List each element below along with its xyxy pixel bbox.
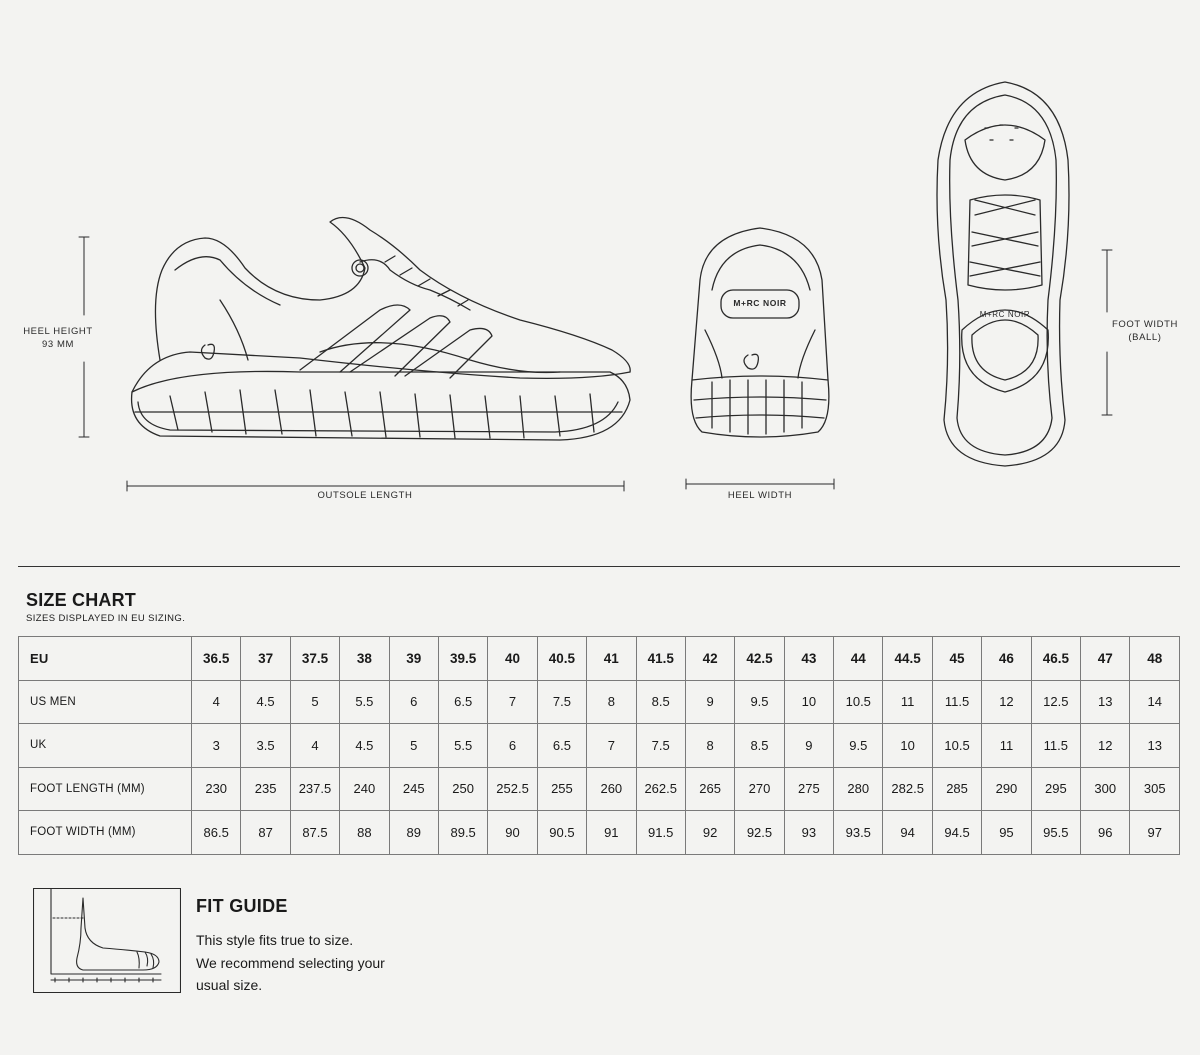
- table-cell: 8.5: [636, 680, 685, 724]
- table-cell: 10.5: [834, 680, 883, 724]
- table-cell: 38: [340, 637, 389, 681]
- table-cell: 39: [389, 637, 438, 681]
- heel-brand-text: M+RC NOIR: [733, 298, 787, 308]
- table-row: [19, 680, 1180, 724]
- table-cell: 5: [389, 724, 438, 768]
- table-cell: 3.5: [241, 724, 290, 768]
- table-cell: 44: [834, 637, 883, 681]
- table-cell: 4.5: [340, 724, 389, 768]
- table-cell: 250: [438, 767, 487, 811]
- table-cell: 95.5: [1031, 811, 1080, 855]
- size-chart-table: [18, 636, 1180, 855]
- table-cell: 8: [587, 680, 636, 724]
- table-cell: 4.5: [241, 680, 290, 724]
- table-cell: 41.5: [636, 637, 685, 681]
- table-cell: 90: [488, 811, 537, 855]
- table-cell: 6: [389, 680, 438, 724]
- table-cell: 6.5: [537, 724, 586, 768]
- table-cell: 88: [340, 811, 389, 855]
- table-cell: 270: [735, 767, 784, 811]
- table-cell: 45: [932, 637, 981, 681]
- table-cell: 10: [784, 680, 833, 724]
- row-label: FOOT WIDTH (MM): [19, 811, 192, 855]
- table-cell: 90.5: [537, 811, 586, 855]
- table-cell: 265: [685, 767, 734, 811]
- table-cell: 235: [241, 767, 290, 811]
- table-cell: 8.5: [735, 724, 784, 768]
- heel-height-label: [16, 325, 100, 351]
- table-cell: 5: [290, 680, 339, 724]
- section-divider: [18, 566, 1180, 567]
- fit-guide-line: We recommend selecting your: [196, 954, 385, 971]
- table-row: [19, 767, 1180, 811]
- table-cell: 89.5: [438, 811, 487, 855]
- table-cell: 93.5: [834, 811, 883, 855]
- table-cell: 97: [1130, 811, 1180, 855]
- table-cell: 43: [784, 637, 833, 681]
- table-cell: 11.5: [932, 680, 981, 724]
- table-cell: 94.5: [932, 811, 981, 855]
- table-cell: 42: [685, 637, 734, 681]
- table-cell: 280: [834, 767, 883, 811]
- table-row: [19, 637, 1180, 681]
- table-cell: 240: [340, 767, 389, 811]
- table-cell: 3: [192, 724, 241, 768]
- fit-guide-text: [196, 929, 436, 997]
- fit-guide-line: This style fits true to size.: [196, 932, 354, 948]
- table-cell: 13: [1081, 680, 1130, 724]
- table-cell: 9.5: [834, 724, 883, 768]
- table-cell: 7.5: [537, 680, 586, 724]
- table-cell: 12.5: [1031, 680, 1080, 724]
- table-cell: 14: [1130, 680, 1180, 724]
- table-cell: 7.5: [636, 724, 685, 768]
- table-cell: 11.5: [1031, 724, 1080, 768]
- table-cell: 37: [241, 637, 290, 681]
- side-view-shoe: [132, 218, 631, 441]
- fit-guide-title: FIT GUIDE: [196, 896, 288, 916]
- heel-width-label: HEEL WIDTH: [727, 490, 793, 501]
- table-cell: 6.5: [438, 680, 487, 724]
- table-cell: 95: [982, 811, 1031, 855]
- table-cell: 275: [784, 767, 833, 811]
- table-cell: 93: [784, 811, 833, 855]
- heel-height-value: 93 MM: [41, 339, 75, 350]
- fit-guide-line: usual size.: [196, 977, 263, 993]
- table-cell: 13: [1130, 724, 1180, 768]
- table-cell: 11: [982, 724, 1031, 768]
- table-cell: 9: [784, 724, 833, 768]
- insole-brand-text: M+RC NOIR: [979, 310, 1031, 319]
- table-cell: 46.5: [1031, 637, 1080, 681]
- row-label: FOOT LENGTH (MM): [19, 767, 192, 811]
- table-cell: 7: [587, 724, 636, 768]
- table-cell: 11: [883, 680, 932, 724]
- table-cell: 94: [883, 811, 932, 855]
- table-cell: 10.5: [932, 724, 981, 768]
- size-chart-subtitle: SIZES DISPLAYED IN EU SIZING.: [26, 613, 186, 624]
- table-cell: 37.5: [290, 637, 339, 681]
- size-chart-title: SIZE CHART: [26, 590, 136, 610]
- table-cell: 295: [1031, 767, 1080, 811]
- table-cell: 10: [883, 724, 932, 768]
- heel-width-dimension: [686, 479, 834, 489]
- outsole-length-label: OUTSOLE LENGTH: [317, 490, 413, 501]
- table-cell: 255: [537, 767, 586, 811]
- foot-width-note: (BALL): [1128, 332, 1162, 343]
- table-cell: 9: [685, 680, 734, 724]
- table-cell: 4: [192, 680, 241, 724]
- table-cell: 44.5: [883, 637, 932, 681]
- row-label: UK: [19, 724, 192, 768]
- table-cell: 87.5: [290, 811, 339, 855]
- table-cell: 91.5: [636, 811, 685, 855]
- table-cell: 36.5: [192, 637, 241, 681]
- table-cell: 237.5: [290, 767, 339, 811]
- table-cell: 7: [488, 680, 537, 724]
- table-cell: 282.5: [883, 767, 932, 811]
- table-cell: 8: [685, 724, 734, 768]
- table-cell: 48: [1130, 637, 1180, 681]
- table-cell: 285: [932, 767, 981, 811]
- table-cell: 9.5: [735, 680, 784, 724]
- table-cell: 230: [192, 767, 241, 811]
- foot-width-title: FOOT WIDTH: [1112, 319, 1178, 330]
- table-cell: 39.5: [438, 637, 487, 681]
- table-cell: 262.5: [636, 767, 685, 811]
- table-cell: 91: [587, 811, 636, 855]
- rear-view-shoe: [691, 228, 829, 437]
- heel-height-title: HEEL HEIGHT: [23, 326, 93, 337]
- table-cell: 260: [587, 767, 636, 811]
- row-label: EU: [19, 637, 192, 681]
- table-cell: 5.5: [438, 724, 487, 768]
- table-cell: 252.5: [488, 767, 537, 811]
- table-cell: 42.5: [735, 637, 784, 681]
- foot-illustration: [33, 888, 181, 993]
- table-cell: 40.5: [537, 637, 586, 681]
- table-cell: 96: [1081, 811, 1130, 855]
- table-cell: 300: [1081, 767, 1130, 811]
- table-cell: 6: [488, 724, 537, 768]
- table-cell: 92.5: [735, 811, 784, 855]
- row-label: US MEN: [19, 680, 192, 724]
- table-cell: 290: [982, 767, 1031, 811]
- top-view-shoe: [937, 82, 1069, 466]
- table-cell: 47: [1081, 637, 1130, 681]
- table-cell: 92: [685, 811, 734, 855]
- table-row: [19, 724, 1180, 768]
- table-cell: 305: [1130, 767, 1180, 811]
- table-cell: 86.5: [192, 811, 241, 855]
- table-cell: 40: [488, 637, 537, 681]
- table-cell: 4: [290, 724, 339, 768]
- table-cell: 87: [241, 811, 290, 855]
- table-cell: 245: [389, 767, 438, 811]
- table-cell: 12: [1081, 724, 1130, 768]
- foot-width-label: [1100, 318, 1190, 344]
- table-cell: 89: [389, 811, 438, 855]
- table-row: [19, 811, 1180, 855]
- table-cell: 12: [982, 680, 1031, 724]
- table-cell: 41: [587, 637, 636, 681]
- table-cell: 5.5: [340, 680, 389, 724]
- table-cell: 46: [982, 637, 1031, 681]
